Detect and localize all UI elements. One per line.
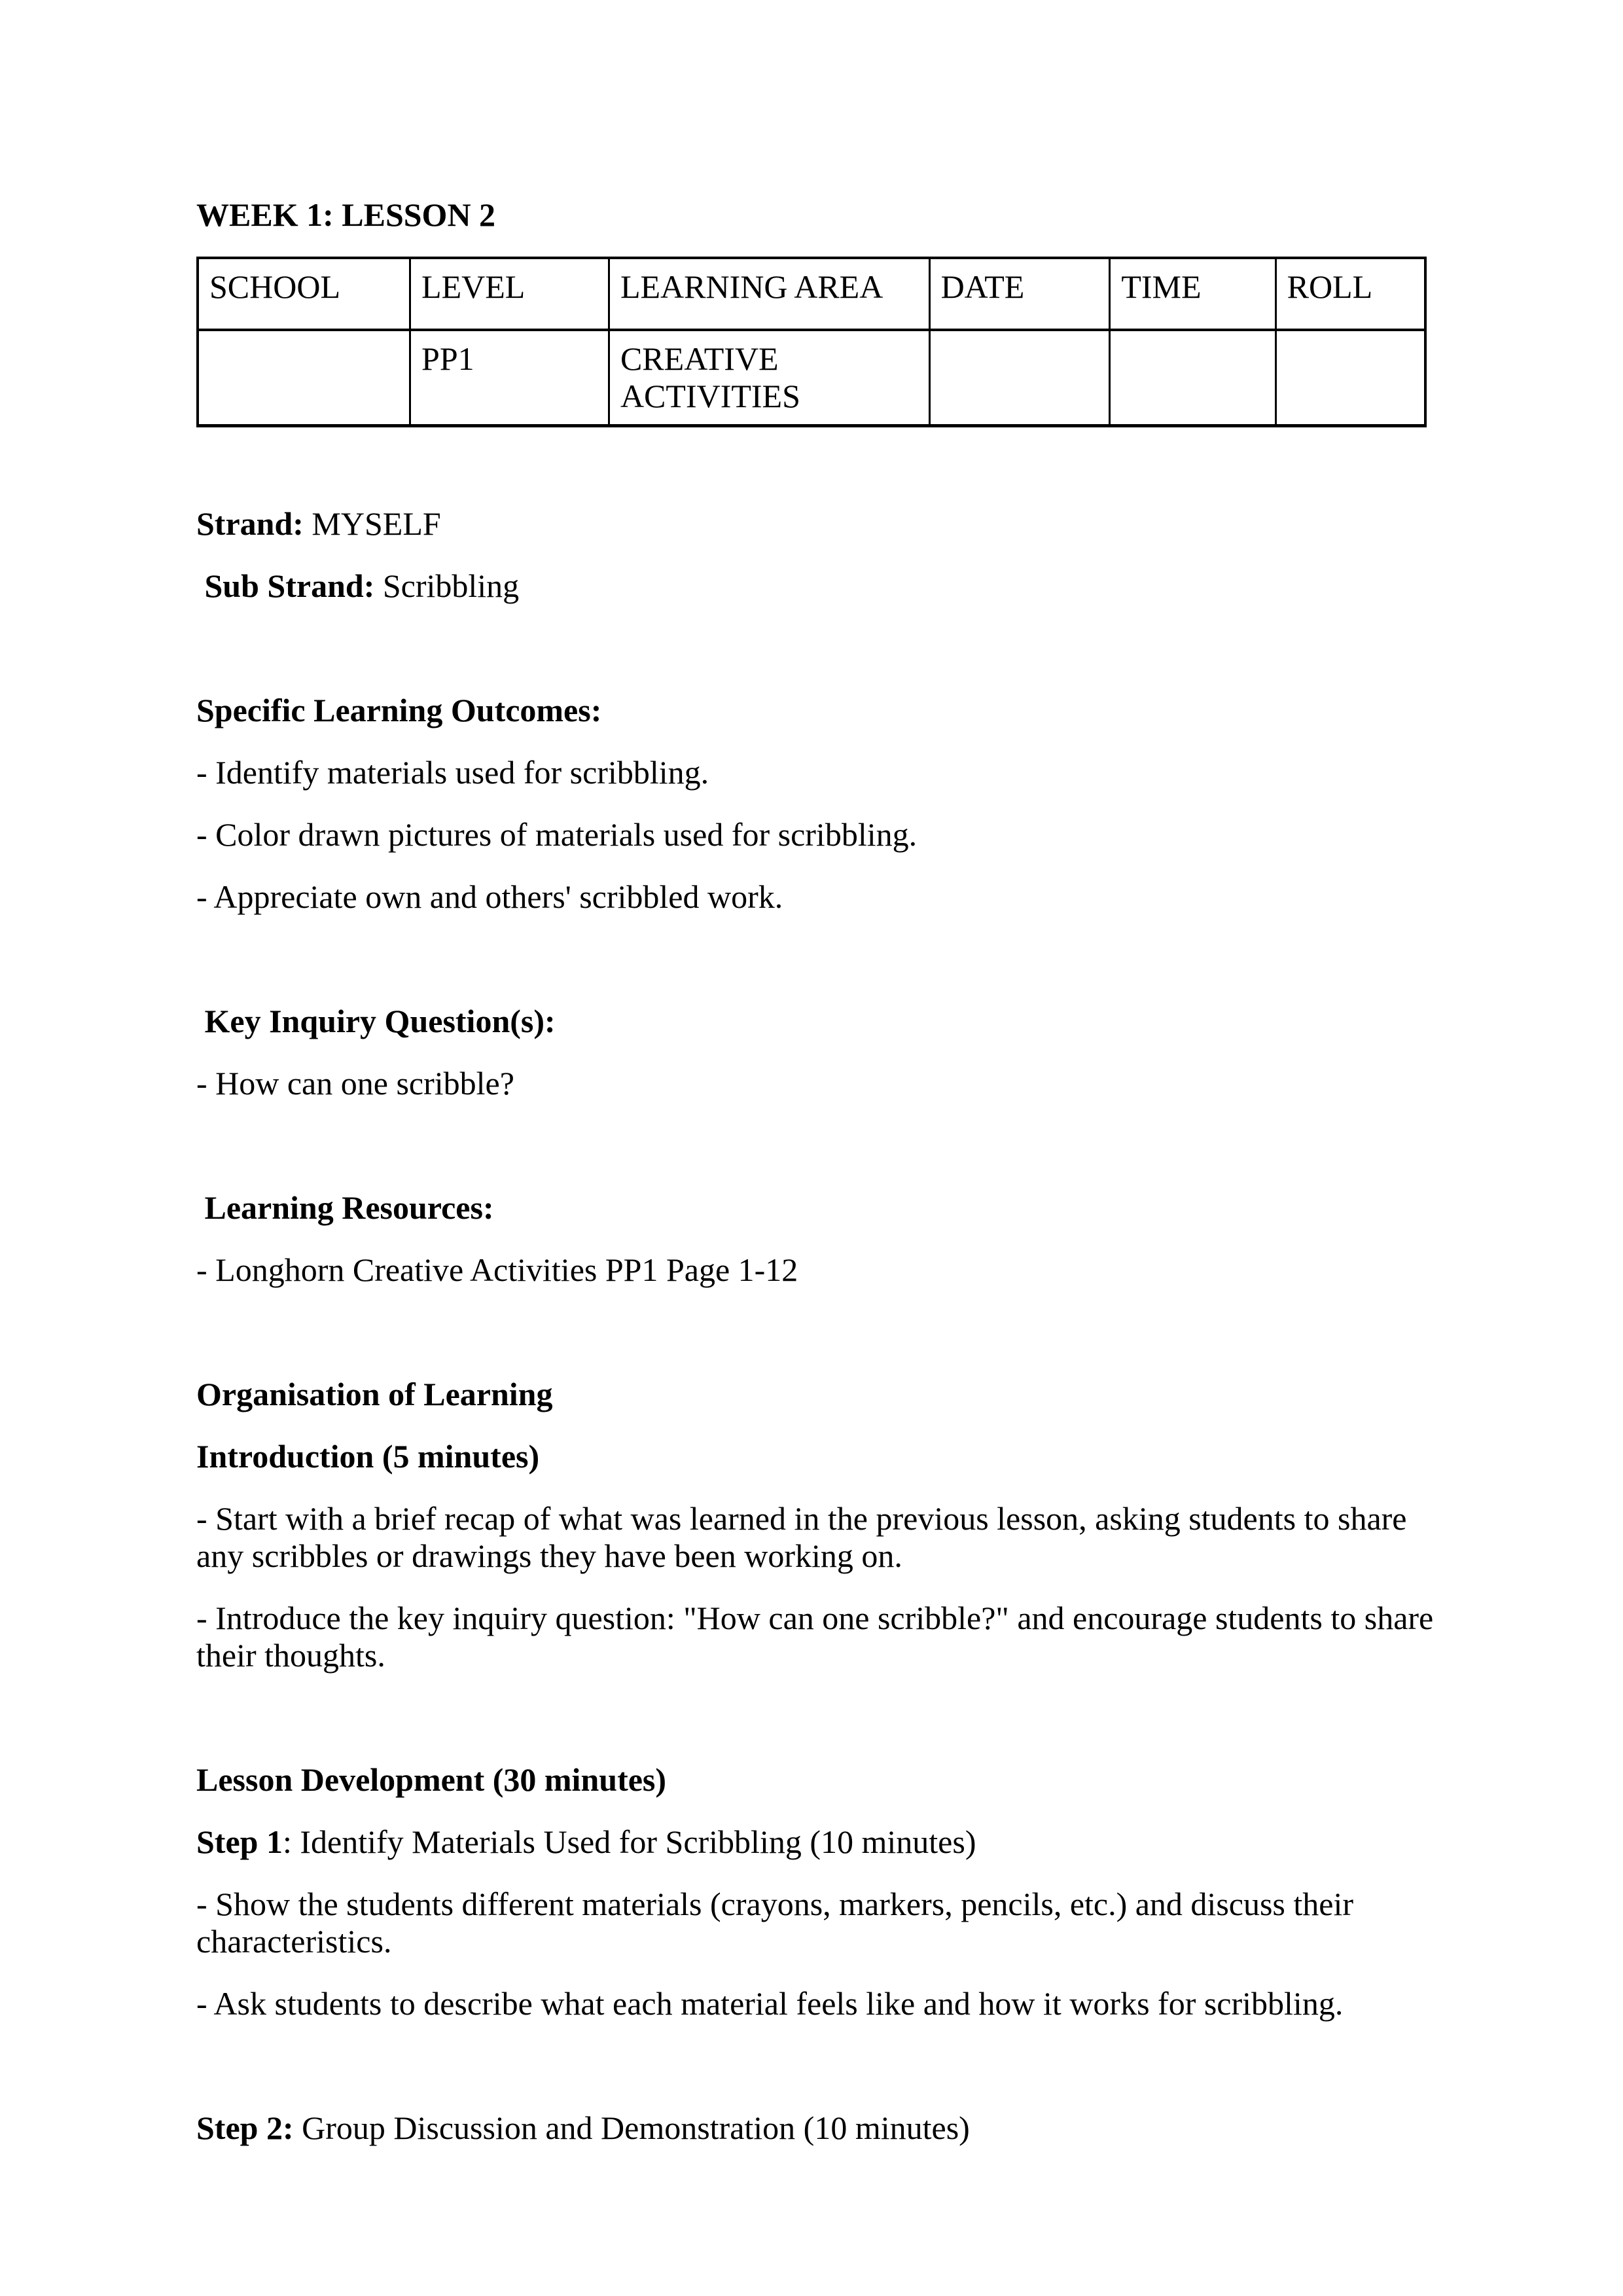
inquiry-heading: Key Inquiry Question(s): [196,1003,556,1039]
step1-item: - Ask students to describe what each material feels like and how it works for scribbling. [196,1985,1344,2022]
step2-text: Group Discussion and Demonstration (10 minutes) [293,2109,970,2146]
sub-strand-label: Sub Strand: [196,567,375,604]
cell-roll-value [1275,330,1425,426]
sub-strand-value: Scribbling [374,567,520,604]
paragraph-spacer [196,630,1446,667]
header-cell-level: LEVEL [410,258,609,330]
resource-item: - Longhorn Creative Activities PP1 Page 1-12 [196,1251,798,1288]
cell-time-value [1110,330,1275,426]
step1-item: - Show the students different materials (crayons, markers, pencils, etc.) and discuss their characteristics. [196,1886,1362,1960]
cell-school-value [198,330,410,426]
development-heading: Lesson Development (30 minutes) [196,1761,667,1798]
header-cell-time: TIME [1110,258,1275,330]
outcome-item: - Appreciate own and others' scribbled work. [196,878,783,915]
introduction-item: - Introduce the key inquiry question: "How can one scribble?" and encourage students to share their thoughts. [196,1600,1442,1674]
cell-learning-area-value: CREATIVE ACTIVITIES [609,330,929,426]
paragraph-spacer [196,941,1446,978]
organisation-heading: Organisation of Learning [196,1376,553,1412]
step2-label: Step 2: [196,2109,294,2146]
strand-line [196,505,1446,543]
paragraph-spacer [196,1699,1446,1736]
introduction-item: - Start with a brief recap of what was learned in the previous lesson, asking students to share any scribbles or drawings they have been working on. [196,1500,1415,1574]
header-cell-school: SCHOOL [198,258,410,330]
outcome-item: - Identify materials used for scribbling. [196,754,709,791]
paragraph-spacer [196,443,1446,480]
strand-value: MYSELF [303,505,441,542]
header-cell-date: DATE [929,258,1110,330]
cell-level-value: PP1 [410,330,609,426]
header-cell-roll: ROLL [1275,258,1425,330]
outcomes-heading: Specific Learning Outcomes: [196,692,602,728]
step1-label: Step 1 [196,1823,283,1860]
cell-date-value [929,330,1110,426]
introduction-heading: Introduction (5 minutes) [196,1438,540,1475]
paragraph-spacer [196,1314,1446,1351]
step1-line [196,1823,1446,1861]
step2-line [196,2109,1446,2147]
inquiry-item: - How can one scribble? [196,1065,514,1102]
paragraph-spacer [196,2047,1446,2085]
strand-label: Strand: [196,505,304,542]
table-header-row [198,258,1425,330]
table-data-row [198,330,1425,426]
resources-heading: Learning Resources: [196,1189,494,1226]
lesson-info-table [196,257,1427,427]
header-cell-learning-area: LEARNING AREA [609,258,929,330]
outcome-item: - Color drawn pictures of materials used for scribbling. [196,816,918,853]
document-title: WEEK 1: LESSON 2 [196,196,496,233]
sub-strand-line [196,567,1446,605]
step1-text: : Identify Materials Used for Scribbling (10 minutes) [282,1823,976,1860]
paragraph-spacer [196,1127,1446,1164]
